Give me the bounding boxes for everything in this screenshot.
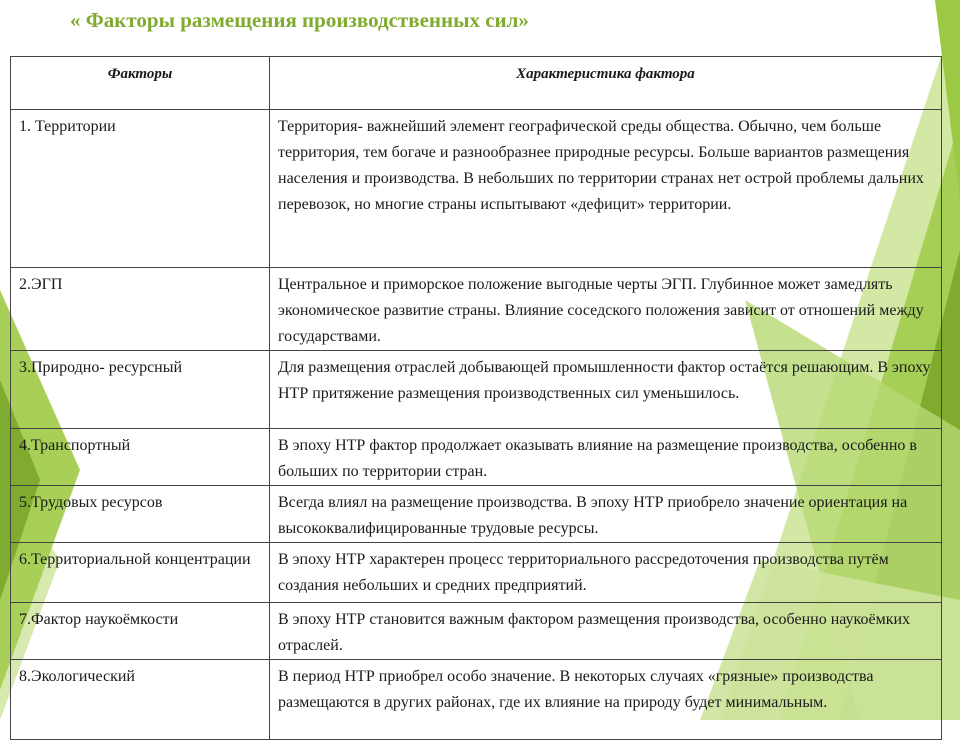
table-row	[11, 110, 942, 268]
table-row	[11, 351, 942, 429]
header-factors: Факторы	[11, 57, 270, 110]
factor-name: 3.Природно- ресурсный	[11, 351, 270, 429]
table-row	[11, 543, 942, 603]
table-row	[11, 429, 942, 486]
factor-name: 8.Экологический	[11, 660, 270, 740]
factor-name: 2.ЭГП	[11, 268, 270, 351]
table-header-row	[11, 57, 942, 110]
factor-name: 7.Фактор наукоёмкости	[11, 603, 270, 660]
table-row	[11, 268, 942, 351]
factors-table	[10, 56, 942, 740]
factor-description: В период НТР приобрел особо значение. В некоторых случаях «грязные» производства размещаются в других районах, где их влияние на природу будет минимальным.	[270, 660, 942, 740]
factor-name: 1. Территории	[11, 110, 270, 268]
factor-name: 6.Территориальной концентрации	[11, 543, 270, 603]
factor-description: Территория- важнейший элемент географической среды общества. Обычно, чем больше территория, тем богаче и разнообразнее природные ресурсы. Больше вариантов размещения населения и производства. В небольших по территории странах нет острой проблемы дальних перевозок, но многие страны испытывают «дефицит» территории.	[270, 110, 942, 268]
table-row	[11, 660, 942, 740]
table-row	[11, 486, 942, 543]
factor-name: 5.Трудовых ресурсов	[11, 486, 270, 543]
factor-description: Центральное и приморское положение выгодные черты ЭГП. Глубинное может замедлять экономическое развитие страны. Влияние соседского положения зависит от отношений между государствами.	[270, 268, 942, 351]
slide-title: « Факторы размещения производственных сил»	[70, 8, 529, 32]
factor-description: В эпоху НТР становится важным фактором размещения производства, особенно наукоёмких отраслей.	[270, 603, 942, 660]
factor-description: В эпоху НТР фактор продолжает оказывать влияние на размещение производства, особенно в больших по территории стран.	[270, 429, 942, 486]
factor-description: Всегда влиял на размещение производства. В эпоху НТР приобрело значение ориентация на высококвалифицированные трудовые ресурсы.	[270, 486, 942, 543]
table-row	[11, 603, 942, 660]
factor-description: В эпоху НТР характерен процесс территориального рассредоточения производства путём создания небольших и средних предприятий.	[270, 543, 942, 603]
factor-name: 4.Транспортный	[11, 429, 270, 486]
factor-description: Для размещения отраслей добывающей промышленности фактор остаётся решающим. В эпоху НТР притяжение размещения производственных сил уменьшилось.	[270, 351, 942, 429]
header-characteristic: Характеристика фактора	[270, 57, 942, 110]
